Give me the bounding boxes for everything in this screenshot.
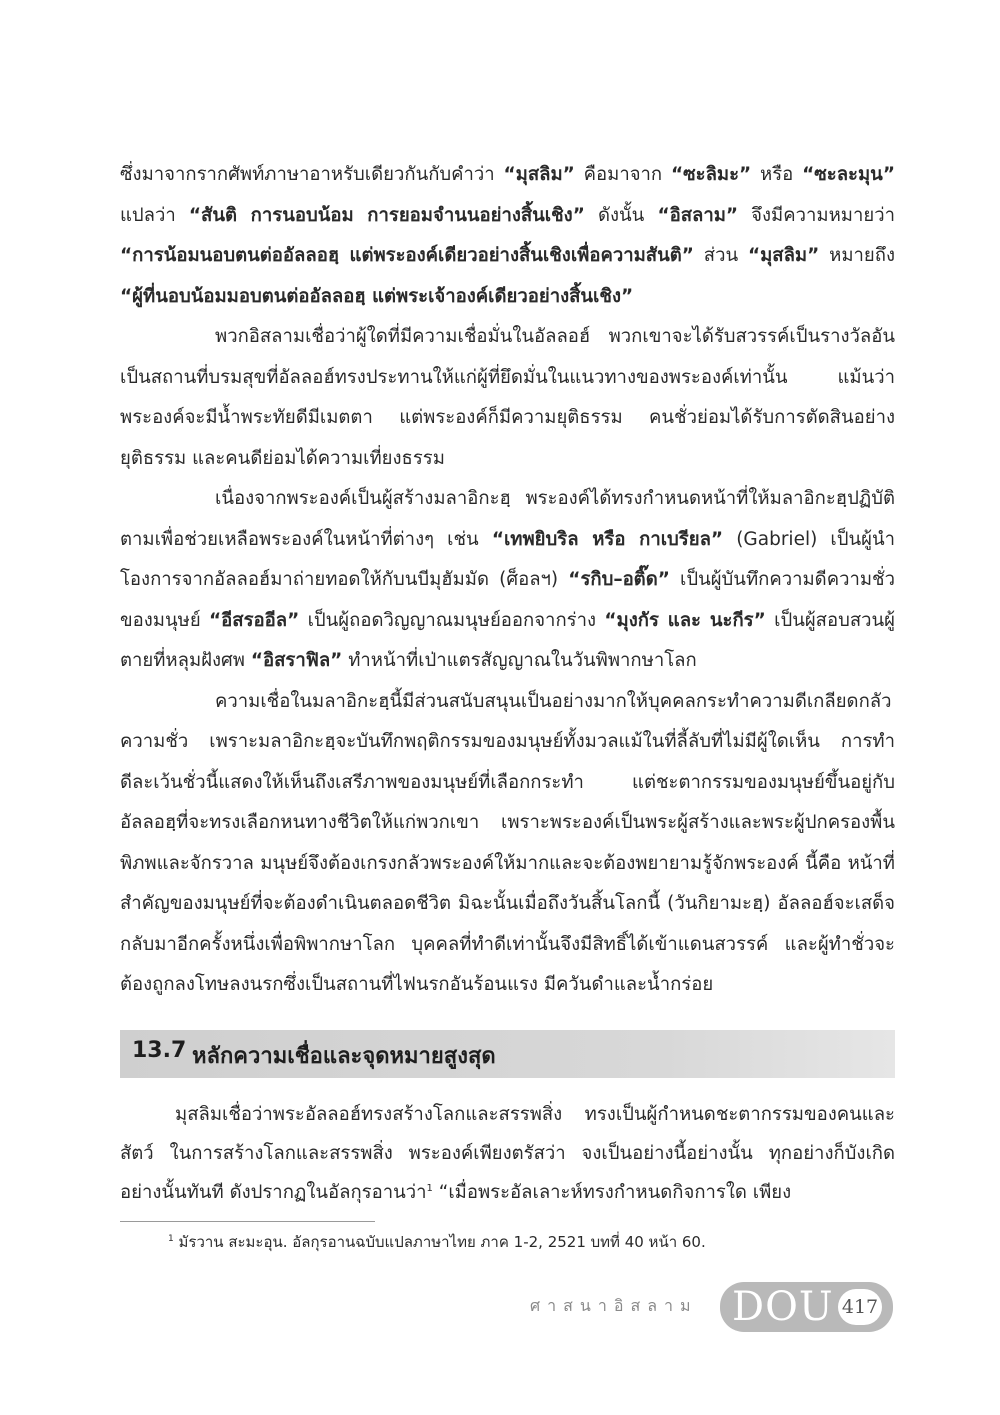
body-paragraph — [120, 317, 895, 479]
footnote-mark: 1 — [168, 1234, 174, 1244]
section-body-text — [120, 1095, 895, 1212]
body-text — [120, 155, 895, 1006]
bold-term: “ซะละมุน” — [802, 164, 895, 185]
dou-logo: DOU — [732, 1284, 834, 1330]
footnote — [168, 1230, 706, 1254]
footnote-reference[interactable]: 1 — [426, 1182, 433, 1194]
bold-term: “ซะลิมะ” — [670, 164, 752, 185]
text-run: ความเชื่อในมลาอิกะฮฺนี้มีส่วนสนับสนุนเป็นอย่างมากให้บุคคลกระทำความดีเกลียดกลัวความชั่ว เพราะมลาอิกะฮฺจะบันทึกพฤติกรรมของมนุษย์ทั้งมวลแม้ในที่ลี้ลับที่ไม่มีผู้ใดเห็น การทำดีละเว้นชั่วนี้แสดงให้เห็นถึงเสรีภาพของมนุษย์ที่เลือกกระทำ แต่ชะตากรรมของมนุษย์ขึ้นอยู่กับอัลลอฮฺที่จะทรงเลือกหนทางชีวิตให้แก่พวกเขา เพราะพระองค์เป็นพระผู้สร้างและพระผู้ปกครองพื้นพิภพและจักรวาล มนุษย์จึงต้องเกรงกลัวพระองค์ให้มากและจะต้องพยายามรู้จักพระองค์ นี้คือ หน้าที่สำคัญของมนุษย์ที่จะต้องดำเนินตลอดชีวิต มิฉะนั้นเมื่อถึงวันสิ้นโลกนี้ (วันกิยามะฮฺ) อัลลอฮ์จะเสด็จกลับมาอีกครั้งหนึ่งเพื่อพิพากษาโลก บุคคลที่ทำดีเท่านั้นจึงมีสิทธิ์ได้เข้าแดนสวรรค์ และผู้ทำชั่วจะต้องถูกลงโทษลงนรกซึ่งเป็นสถานที่ไฟนรกอันร้อนแรง มีควันดำและน้ำกร่อย — [120, 690, 895, 995]
bold-term: “อีสรออีล” — [209, 609, 300, 631]
footnote-divider — [120, 1221, 375, 1222]
section-paragraph-text: มุสลิมเชื่อว่าพระอัลลอฮ์ทรงสร้างโลกและสรรพสิ่ง ทรงเป็นผู้กำหนดชะตากรรมของคนและสัตว์ ในการสร้างโลกและสรรพสิ่ง พระองค์เพียงตรัสว่า จงเป็นอย่างนี้อย่างนั้น ทุกอย่างก็บังเกิดอย่างนั้นทันที ดังปรากฏในอัลกุรอานว่า — [120, 1104, 895, 1203]
text-run: คือมาจาก — [574, 164, 671, 185]
page-number: 417 — [838, 1289, 882, 1325]
text-run: หมายถึง — [819, 245, 895, 266]
footer-book-title: ศาสนาอิสลาม — [530, 1296, 698, 1315]
body-paragraph — [120, 155, 895, 317]
section-number: 13.7 — [132, 1038, 187, 1063]
section-heading — [120, 1030, 895, 1078]
section-paragraph-quote: “เมื่อพระอัลเลาะห์ทรงกำหนดกิจการใด เพียง — [432, 1182, 792, 1203]
text-run: พวกอิสลามเชื่อว่าผู้ใดที่มีความเชื่อมั่นในอัลลอฮ์ พวกเขาจะได้รับสวรรค์เป็นรางวัลอันเป็นสถานที่บรมสุขที่อัลลอฮ์ทรงประทานให้แก่ผู้ที่ยึดมั่นในแนวทางของพระองค์เท่านั้น แม้นว่าพระองค์จะมีน้ำพระทัยดีมีเมตตา แต่พระองค์ก็มีความยุติธรรม คนชั่วย่อมได้รับการตัดสินอย่างยุติธรรม และคนดีย่อมได้ความเที่ยงธรรม — [120, 326, 895, 469]
bold-term: “ผู้ที่นอบน้อมมอบตนต่ออัลลอฮฺ แต่พระเจ้าองค์เดียวอย่างสิ้นเชิง” — [120, 285, 634, 307]
text-run: เนื่องจากพระองค์เป็นผู้สร้างมลาอิกะฮฺ พระองค์ได้ทรงกำหนดหน้าที่ให้มลาอิกะฮฺปฏิบัติตามเพื่อช่วยเหลือพระองค์ในหน้าที่ต่างๆ เช่น — [120, 488, 895, 550]
text-run: ดังนั้น — [584, 204, 658, 226]
bold-term: “เทพยิบริล หรือ กาเบรียล” — [491, 528, 724, 550]
bold-term: “รกิบ–อติ๊ด” — [568, 569, 670, 590]
text-run: ซึ่งมาจากรากศัพท์ภาษาอาหรับเดียวกันกับคำว่า — [120, 164, 504, 185]
text-run: เป็นผู้บันทึกความดีความชั่วของมนุษย์ — [120, 569, 895, 631]
footnote-text: มัรวาน สะมะอุน. อัลกุรอานฉบับแปลภาษาไทย ภาค 1-2, 2521 บทที่ 40 หน้า 60. — [173, 1233, 706, 1251]
bold-term: “มุสลิม” — [503, 164, 575, 185]
page-footer — [530, 1282, 900, 1334]
bold-term: “อิสราฟิล” — [250, 650, 343, 671]
body-paragraph — [120, 682, 895, 1006]
text-run: (Gabriel) เป็นผู้นำโองการจากอัลลอฮ์มาถ่ายทอดให้กับนบีมุฮัมมัด (ศ็อลฯ) — [120, 528, 896, 590]
footer-badge — [720, 1282, 893, 1332]
text-run: เป็นผู้สอบสวนผู้ตายที่หลุมฝังศพ — [120, 609, 895, 671]
text-run: ทำหน้าที่เป่าแตรสัญญาณในวันพิพากษาโลก — [342, 650, 697, 671]
body-paragraph — [120, 479, 895, 682]
bold-term: “สันติ การนอบน้อม การยอมจำนนอย่างสิ้นเชิง” — [188, 204, 585, 226]
text-run: เป็นผู้ถอดวิญญาณมนุษย์ออกจากร่าง — [299, 609, 605, 631]
text-run: ส่วน — [693, 245, 748, 266]
bold-term: “อิสลาม” — [657, 204, 739, 226]
text-run: หรือ — [751, 164, 803, 185]
section-paragraph — [120, 1095, 895, 1212]
text-run: แปลว่า — [120, 204, 189, 226]
bold-term: “การน้อมนอบตนต่ออัลลอฮฺ แต่พระองค์เดียวอย่างสิ้นเชิงเพื่อความสันติ” — [120, 245, 694, 266]
section-title: หลักความเชื่อและจุดหมายสูงสุด — [192, 1044, 496, 1069]
bold-term: “มุสลิม” — [747, 245, 820, 266]
bold-term: “มุงกัร และ นะกีร” — [604, 609, 766, 631]
text-run: จึงมีความหมายว่า — [738, 204, 895, 226]
